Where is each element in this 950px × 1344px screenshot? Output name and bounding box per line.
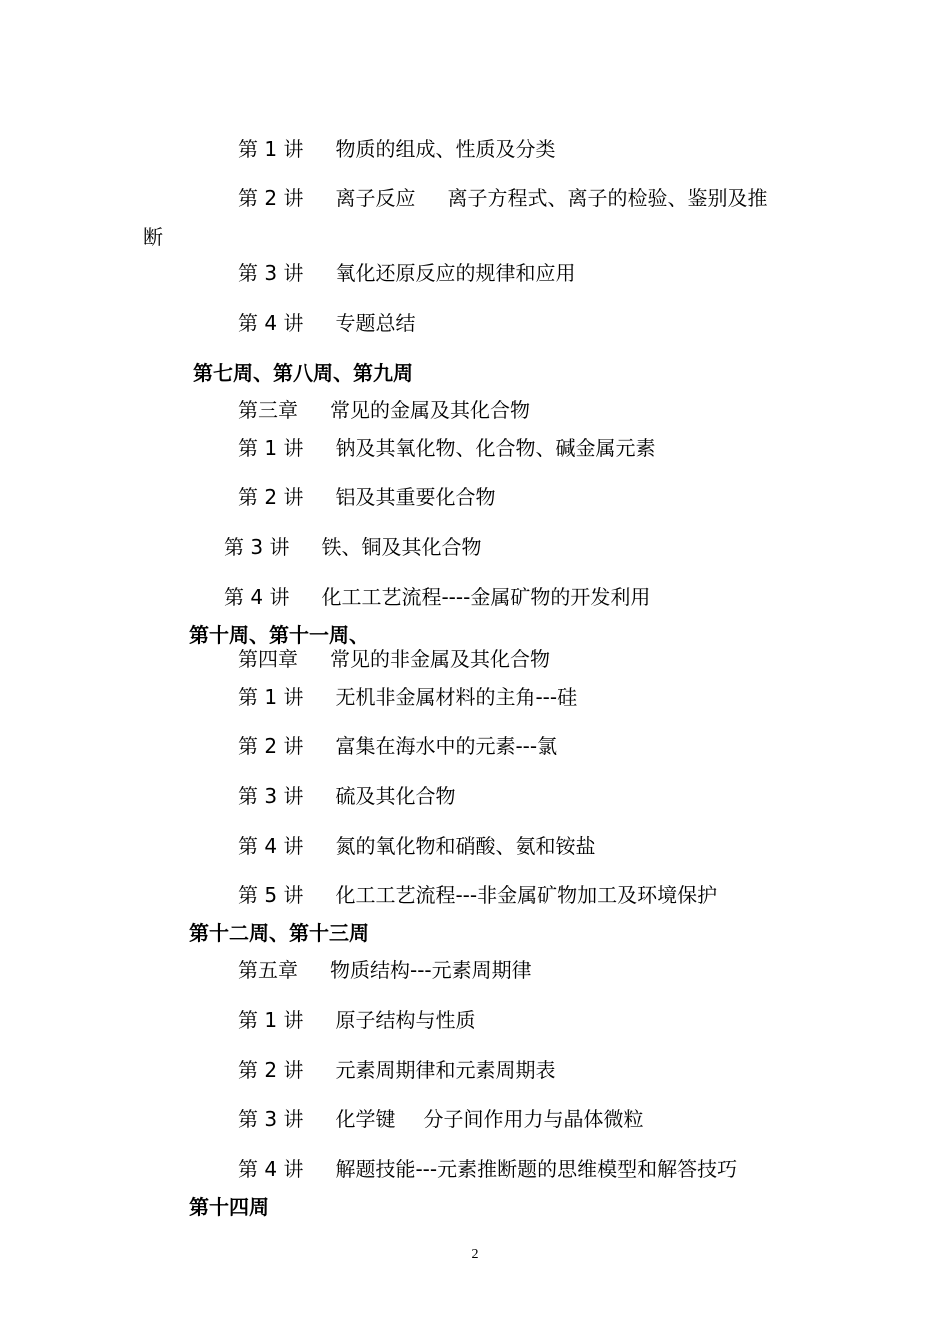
chapter-line: [238, 646, 550, 672]
lecture-label: 第 3 讲: [238, 261, 304, 285]
week-heading: 第十周、第十一周、: [189, 623, 369, 647]
lecture-line-wrap: 断: [143, 225, 163, 249]
lecture-label: 第 2 讲: [238, 734, 304, 758]
lecture-title: 钠及其氧化物、化合物、碱金属元素: [335, 436, 656, 460]
lecture-label: 第 3 讲: [238, 1107, 304, 1131]
lecture-title: 原子结构与性质: [335, 1008, 476, 1032]
lecture-line: [238, 260, 575, 286]
lecture-title: 铁、铜及其化合物: [321, 535, 482, 559]
lecture-label: 第 1 讲: [238, 1008, 304, 1032]
lecture-label: 第 1 讲: [238, 436, 304, 460]
lecture-title: 离子反应: [335, 186, 416, 210]
lecture-title: 物质的组成、性质及分类: [335, 137, 556, 161]
lecture-line: [238, 1007, 475, 1033]
lecture-title: 化工工艺流程----金属矿物的开发利用: [321, 585, 651, 609]
chapter-title: 物质结构---元素周期律: [330, 958, 532, 982]
chapter-line: [238, 957, 532, 983]
lecture-label: 第 3 讲: [224, 535, 290, 559]
lecture-title: 氧化还原反应的规律和应用: [335, 261, 576, 285]
lecture-title: 氮的氧化物和硝酸、氨和铵盐: [335, 834, 596, 858]
lecture-label: 第 4 讲: [238, 834, 304, 858]
lecture-line: [238, 684, 577, 710]
lecture-label: 第 4 讲: [224, 585, 290, 609]
lecture-line: [238, 833, 595, 859]
lecture-title: 化学键: [335, 1107, 396, 1131]
lecture-line: [238, 435, 655, 461]
lecture-line: [238, 1106, 643, 1132]
lecture-title: 铝及其重要化合物: [335, 485, 496, 509]
chapter-label: 第五章: [238, 958, 298, 982]
lecture-title: 专题总结: [335, 311, 416, 335]
lecture-line: [224, 584, 650, 610]
lecture-title-continued: 离子方程式、离子的检验、鉴别及推: [447, 186, 768, 210]
lecture-label: 第 1 讲: [238, 685, 304, 709]
chapter-label: 第三章: [238, 398, 298, 422]
lecture-label: 第 5 讲: [238, 883, 304, 907]
lecture-line: [238, 185, 767, 211]
lecture-line: [238, 733, 557, 759]
chapter-label: 第四章: [238, 647, 298, 671]
lecture-line: [238, 1057, 555, 1083]
lecture-line: [238, 882, 717, 908]
lecture-title: 无机非金属材料的主角---硅: [335, 685, 578, 709]
lecture-label: 第 4 讲: [238, 311, 304, 335]
chapter-line: [238, 397, 530, 423]
lecture-title: 硫及其化合物: [335, 784, 456, 808]
lecture-title: 解题技能---元素推断题的思维模型和解答技巧: [335, 1157, 738, 1181]
lecture-title-continued: 分子间作用力与晶体微粒: [423, 1107, 644, 1131]
lecture-label: 第 2 讲: [238, 485, 304, 509]
lecture-line: [238, 136, 555, 162]
chapter-title: 常见的非金属及其化合物: [330, 647, 550, 671]
lecture-line: [238, 783, 455, 809]
lecture-title: 富集在海水中的元素---氯: [335, 734, 558, 758]
lecture-line: [238, 310, 415, 336]
lecture-title: 元素周期律和元素周期表: [335, 1058, 556, 1082]
lecture-line: [238, 484, 495, 510]
week-heading: 第十二周、第十三周: [189, 921, 369, 945]
lecture-line: [238, 1156, 737, 1182]
week-heading: 第七周、第八周、第九周: [193, 361, 413, 385]
lecture-label: 第 2 讲: [238, 1058, 304, 1082]
lecture-title: 化工工艺流程---非金属矿物加工及环境保护: [335, 883, 718, 907]
week-heading: 第十四周: [189, 1195, 269, 1219]
lecture-label: 第 4 讲: [238, 1157, 304, 1181]
lecture-line: [224, 534, 481, 560]
lecture-label: 第 3 讲: [238, 784, 304, 808]
lecture-label: 第 1 讲: [238, 137, 304, 161]
lecture-label: 第 2 讲: [238, 186, 304, 210]
page-number: 2: [471, 1247, 479, 1262]
chapter-title: 常见的金属及其化合物: [330, 398, 530, 422]
